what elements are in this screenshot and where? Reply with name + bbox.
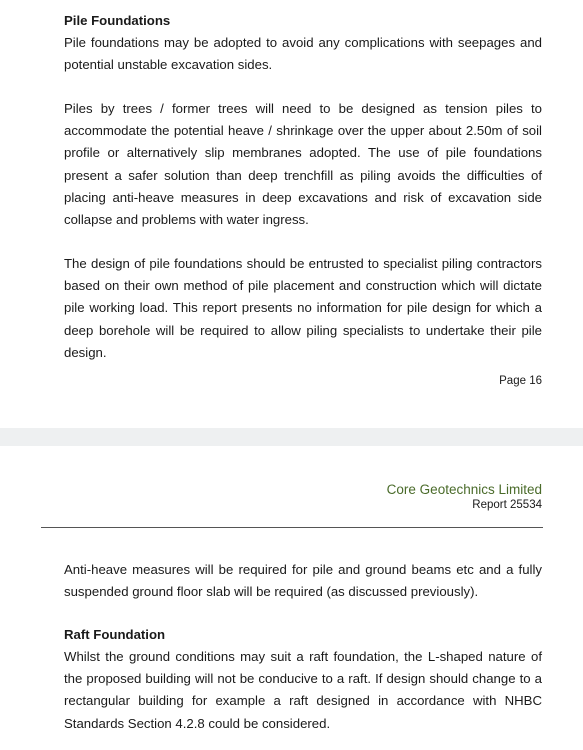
page-number: Page 16 — [499, 375, 542, 387]
company-name: Core Geotechnics Limited — [386, 482, 542, 497]
paragraph-anti-heave: Anti-heave measures will be required for pile and ground beams etc and a fully suspended ground floor slab will be required (as discussed previously). — [64, 562, 542, 600]
section-heading-raft-foundation: Raft Foundation — [64, 627, 166, 642]
report-number: Report 25534 — [472, 499, 542, 511]
page-separator — [0, 428, 583, 446]
paragraph-pile-intro: Pile foundations may be adopted to avoid any complications with seepages and potential unstable excavation sides. — [64, 35, 542, 73]
section-heading-pile-foundations: Pile Foundations — [64, 13, 171, 28]
paragraph-raft-foundation: Whilst the ground conditions may suit a raft foundation, the L-shaped nature of the proposed building will not be conducive to a raft. If design should change to a rectangular building for example a raft designed in accordance with NHBC Standards Section 4.2.8 could be considered. — [64, 649, 542, 731]
paragraph-tension-piles: Piles by trees / former trees will need to be designed as tension piles to accommodate the potential heave / shrinkage over the upper about 2.50m of soil profile or alternatively slip membranes adopted. The use of pile foundations present a safer solution than deep trenchfill as piling avoids the difficulties of placing anti-heave measures in deep excavations and risk of excavation side collapse and problems with water ingress. — [64, 101, 542, 228]
header-divider — [41, 527, 543, 528]
paragraph-pile-design: The design of pile foundations should be entrusted to specialist piling contractors based on their own method of pile placement and construction which will dictate pile working load. This report presents no information for pile design for which a deep borehole will be required to allow piling specialists to undertake their pile design. — [64, 256, 542, 360]
